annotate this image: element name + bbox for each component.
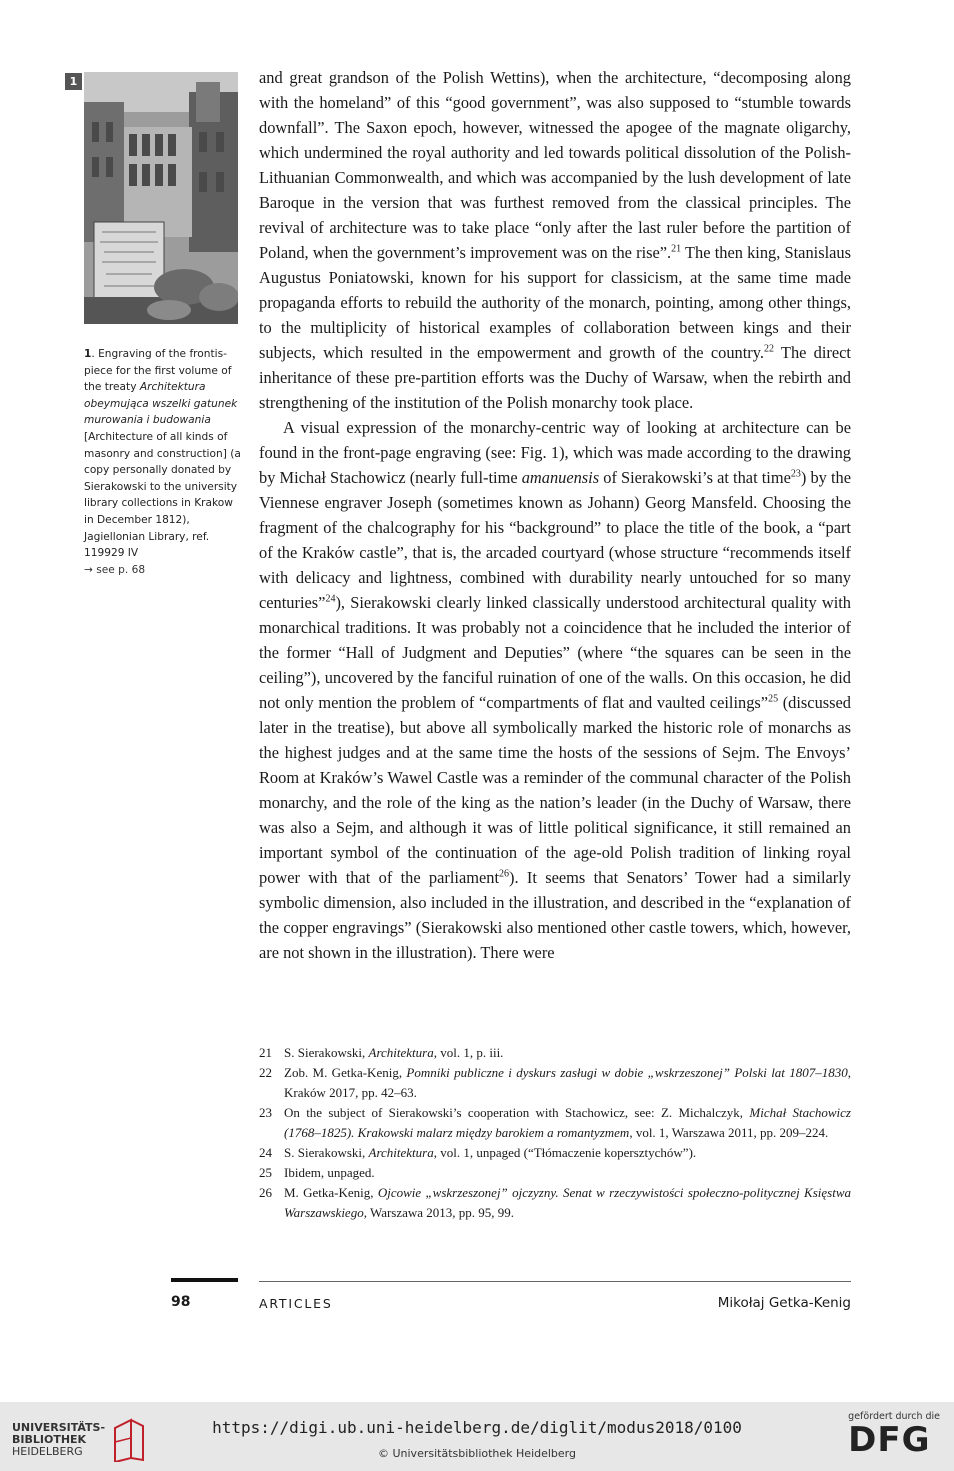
footnote-ref-25[interactable]: 25 (768, 693, 779, 705)
footnote-number: 24 (259, 1145, 272, 1160)
footnote-ref-23[interactable]: 23 (790, 468, 801, 480)
footnote (259, 1143, 851, 1163)
frontispiece-engraving-image (84, 72, 238, 324)
footnote-number: 23 (259, 1105, 272, 1120)
text-run: and great grandson of the Polish Wettins), when the architecture, “decomposing along with the homeland” of this “good government”, was also supposed to “stumble towards downfall”. The Saxon epoch, however, witnessed the apogee of the magnate oligarchy, which undermined the royal authority and led towards political dissolution of the Polish-Lithuanian Commonwealth, and which was accompanied by the lush development of late Baroque in the version that was furthest removed from the classical principles. The revival of architecture was to take place “only after the last ruler before the partition of Poland, when the government’s improvement was on the rise”. (259, 68, 851, 262)
text-run: (discussed later in the treatise), but above all symbolically marked the historic role of monarchs as the highest judges and at the same time the hosts of the sessions of Sejm. The Envoys’ Room at Kraków’s Wawel Castle was a reminder of the communal character of the Polish monarchy, and the role of the king as the nation’s leader (in the Duchy of Warsaw, there was also a Sejm, and although it was of little political significance, it still remained an important symbol of the continuation of the age-old Polish tradition of linking royal power with that of the parliament (259, 693, 851, 887)
text-run: ). It seems that Senators’ Tower had a similarly symbolic dimension, also included in the illustration, and described in the “explanation of the copper engravings” (Sierakowski also mentioned other castle towers, which, however, are not shown in the illustration). There were (259, 868, 851, 962)
footnote (259, 1103, 851, 1143)
footnote-text: M. Getka-Kenig, Ojcowie „wskrzeszonej” ojczyzny. Senat w rzeczywistości społeczno-politycznej Księstwa Warszawskiego, Warszawa 2013, pp. 95, 99. (284, 1185, 851, 1220)
caption-number: 1 (84, 348, 92, 360)
caption-book-title: Architektura obeymująca wszelki gatunek murowania i budowania (84, 381, 238, 427)
footnote (259, 1043, 851, 1063)
footnote-text: S. Sierakowski, Architektura, vol. 1, p. iii. (284, 1045, 504, 1060)
footnote-text: Ibidem, unpaged. (284, 1165, 375, 1180)
footnote-text: On the subject of Sierakowski’s cooperation with Stachowicz, see: Z. Michalczyk, Michał Stachowicz (1768–1825). Krakowski malarz między barokiem a romantyzmem, vol. 1, Warszawa 2011, pp. 209–224. (284, 1105, 851, 1140)
caption-see-link[interactable]: → see p. 68 (84, 563, 146, 576)
caption-text-b: [Architecture of all kinds of masonry and construction] (a copy personally donated by Sierakowski to the university library collections in Krakow in December 1812), Jagiellonian Library, ref. 119929 IV (84, 430, 241, 560)
text-run: of Sierakowski’s at that time (599, 468, 791, 487)
footnote-text: S. Sierakowski, Architektura, vol. 1, unpaged (“Tłómaczenie kopersztychów”). (284, 1145, 697, 1160)
footnote-ref-26[interactable]: 26 (499, 868, 510, 880)
footnote (259, 1163, 851, 1183)
footnote (259, 1063, 851, 1103)
footer-rule (259, 1281, 851, 1282)
paragraph-1 (259, 65, 851, 415)
copyright-notice: © Universitätsbibliothek Heidelberg (377, 1447, 576, 1460)
footnote-number: 25 (259, 1165, 272, 1180)
figure-caption (84, 346, 244, 578)
text-run: A visual expression of the monarchy-centric way of looking at architecture can be found in the front-page engraving (see: Fig. 1), which was made according to the drawing by Michał Stachowicz (nearly full-time (259, 418, 851, 487)
viewer-footer-bar (0, 1402, 954, 1471)
text-run: ), Sierakowski clearly linked classically understood architectural quality with monarchical traditions. It was probably not a coincidence that he included the interior of the former “Hall of Judgment and Deputies” (where “the squares can be seen in the ceiling”), uncovered by the fanciful ruination of one of the walls. On this occasion, he did not only mention the problem of “compartments of flat and vaulted ceilings” (259, 593, 851, 712)
footnote-number: 21 (259, 1045, 272, 1060)
ub-logo-text: UNIVERSITÄTS- BIBLIOTHEK HEIDELBERG (12, 1421, 106, 1458)
footnote-text: Zob. M. Getka-Kenig, Pomniki publiczne i dyskurs zasługi w dobie „wskrzeszonej” Polski lat 1807–1830, Kraków 2017, pp. 42–63. (284, 1065, 852, 1100)
text-run: The then king, Stanislaus Augustus Poniatowski, known for his support for classicism, at the same time made propaganda efforts to rebuild the authority of the monarch, pointing, among other things, to the multiplicity of historical examples of collaboration between kings and their subjects, which resulted in the empowerment and growth of the country. (259, 243, 851, 362)
footnote-number: 22 (259, 1065, 272, 1080)
paragraph-2 (259, 415, 851, 965)
footnote-ref-22[interactable]: 22 (763, 343, 774, 355)
italic-term: amanuensis (521, 468, 600, 487)
footnote (259, 1183, 851, 1223)
dfg-logo[interactable] (848, 1411, 940, 1458)
page-number: 98 (171, 1294, 191, 1310)
dfg-funded-label: gefördert durch die (848, 1411, 940, 1422)
text-run: The direct inheritance of these pre-partition efforts was the Duchy of Warsaw, when the rebirth and strengthening of the institution of the Polish monarchy took place. (259, 343, 851, 412)
permalink-url[interactable]: https://digi.ub.uni-heidelberg.de/diglit/modus2018/0100 (212, 1418, 742, 1437)
main-body-text (259, 65, 851, 965)
footnote-ref-24[interactable]: 24 (325, 593, 336, 605)
footnote-number: 26 (259, 1185, 272, 1200)
footer-thick-rule (171, 1278, 238, 1282)
caption-text-a: . Engraving of the frontis-piece for the first volume of the treaty (84, 348, 232, 394)
dfg-wordmark: DFG (848, 1420, 931, 1460)
running-author: Mikołaj Getka-Kenig (717, 1295, 851, 1311)
section-label: ARTICLES (259, 1296, 333, 1311)
figure-number-badge: 1 (65, 73, 82, 90)
footnote-ref-21[interactable]: 21 (671, 243, 682, 255)
text-run: ) by the Viennese engraver Joseph (sometimes known as Johann) Georg Mansfeld. Choosing the fragment of the chalcography for his “background” to place the title of the book, a “part of the Kraków castle”, that is, the arcaded courtyard (whose structure “recommends itself with delicacy and lightness, combined with durability nearly untouched for so many centuries” (259, 468, 851, 612)
footnotes (259, 1043, 851, 1223)
